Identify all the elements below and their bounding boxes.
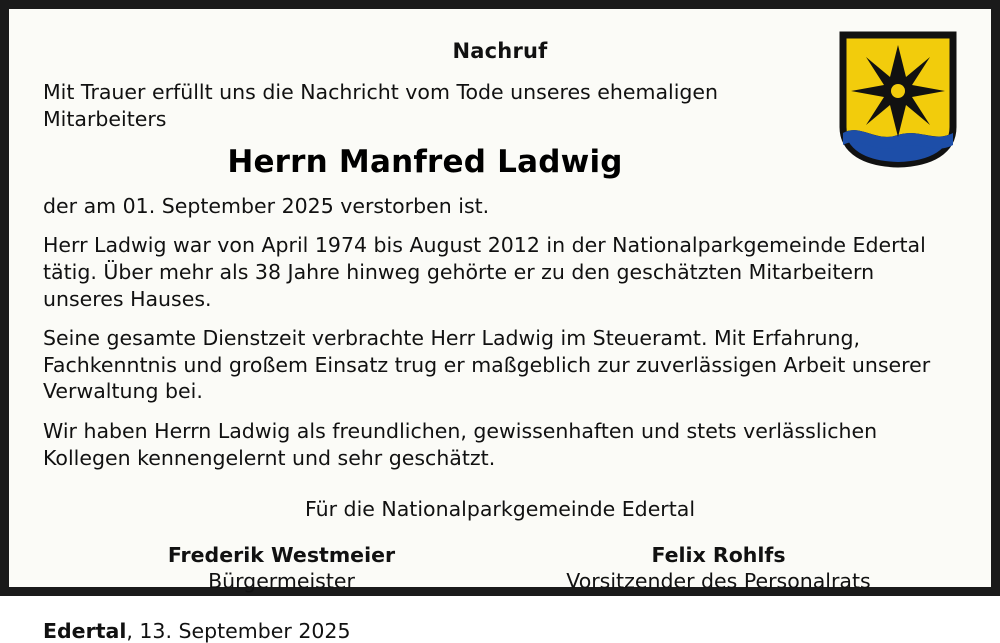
- paragraph-service: Seine gesamte Dienstzeit verbrachte Herr Ladwig im Steueramt. Mit Erfahrung, Fachkenntnis und großem Einsatz trug er maßgeblich zur zuverlässigen Arbeit unserer Verwaltung bei.: [43, 326, 931, 404]
- signature-block: [43, 543, 957, 593]
- notice-card: [9, 9, 991, 643]
- paragraph-career: Herr Ladwig war von April 1974 bis August 2012 in der Nationalparkgemeinde Edertal tätig. Über mehr als 38 Jahre hinweg gehörte er zu den geschätzten Mitarbeitern unseres Hauses.: [43, 233, 926, 311]
- closing-line: Für die Nationalparkgemeinde Edertal: [304, 497, 696, 522]
- signer-mayor: [63, 543, 500, 593]
- page-title: Nachruf: [452, 39, 548, 63]
- signer-role: Bürgermeister: [208, 569, 355, 594]
- death-date-line: der am 01. September 2025 verstorben ist.: [43, 194, 490, 219]
- footer-date: , 13. September 2025: [126, 619, 351, 643]
- signer-name: Felix Rohlfs: [651, 543, 786, 568]
- footer-place: Edertal: [43, 619, 127, 643]
- paragraph-appreciation: Wir haben Herrn Ladwig als freundlichen, gewissenhaften und stets verlässlichen Kollegen kennengelernt und sehr geschätzt.: [43, 419, 878, 470]
- lead-text: Mit Trauer erfüllt uns die Nachricht vom Tode unseres ehemaligen Mitarbeiters: [43, 80, 719, 131]
- hesse-coat-of-arms-icon: [839, 31, 957, 168]
- signer-staff-council: [500, 543, 937, 593]
- footer-place-date: [43, 619, 957, 643]
- signer-name: Frederik Westmeier: [167, 543, 396, 568]
- deceased-name: Herrn Manfred Ladwig: [227, 144, 623, 181]
- signer-role: Vorsitzender des Personalrats: [566, 569, 871, 594]
